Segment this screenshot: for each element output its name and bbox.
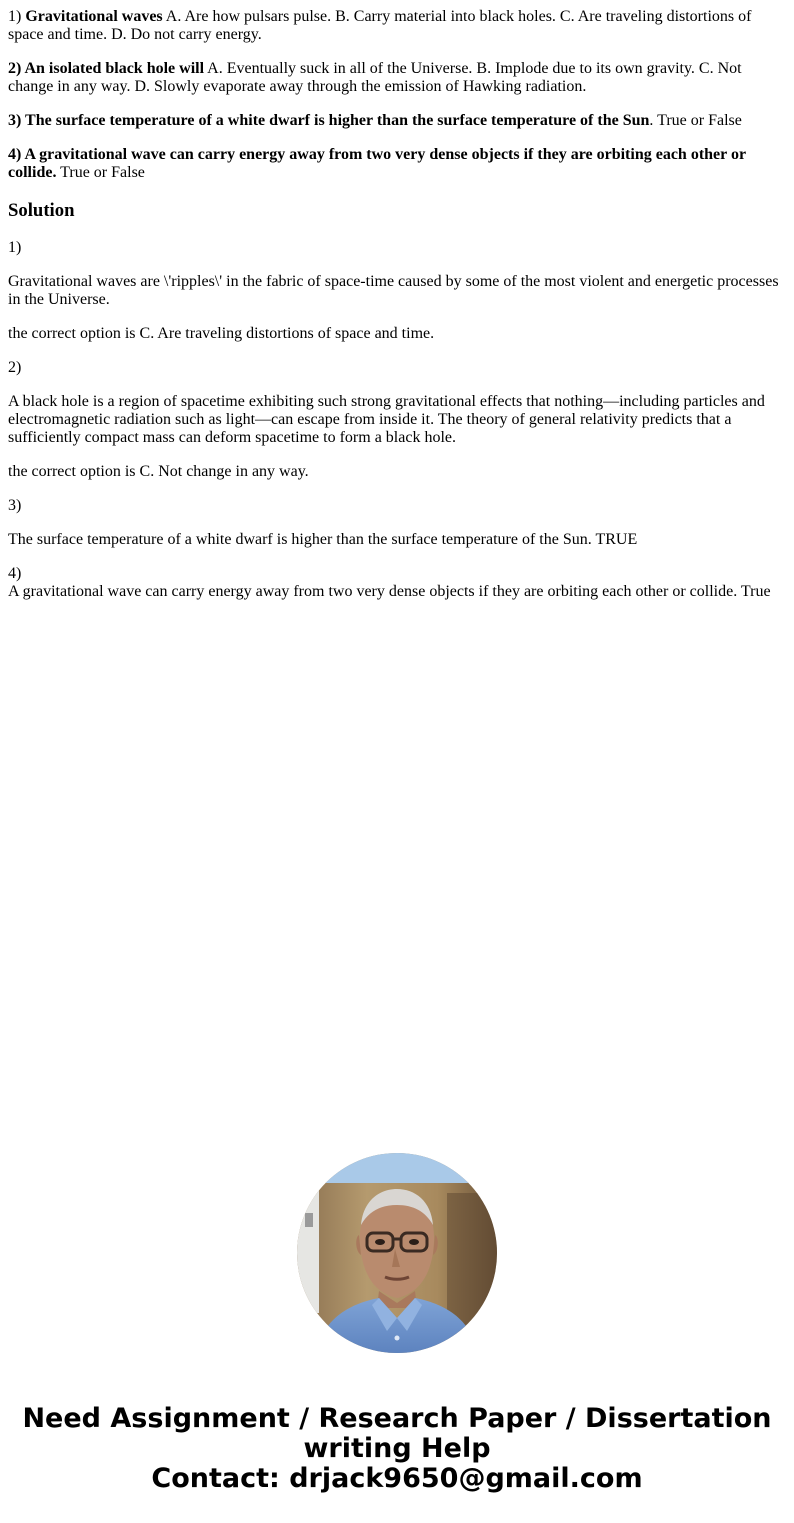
- answer-3-number: 3): [8, 497, 22, 514]
- answer-1-number: 1): [8, 239, 22, 256]
- question-3-options: . True or False: [649, 112, 742, 129]
- answer-2-number: 2): [8, 359, 22, 376]
- answer-4-text: A gravitational wave can carry energy away from two very dense objects if they are orbiting each other or collide. True: [8, 583, 771, 600]
- question-2-prompt: 2) An isolated black hole will: [8, 60, 205, 77]
- answer-1-text: the correct option is C. Are traveling distortions of space and time.: [8, 325, 435, 342]
- question-1-options: A. Are how pulsars pulse. B. Carry material into black holes. C. Are traveling distortions of space and time. D. Do not carry energy.: [8, 8, 752, 43]
- answer-2-text: the correct option is C. Not change in any way.: [8, 463, 309, 480]
- question-4-prompt: 4) A gravitational wave can carry energy away from two very dense objects if they are orbiting each other or collide.: [8, 146, 746, 181]
- author-portrait-image: [297, 1153, 497, 1353]
- question-2-options: A. Eventually suck in all of the Universe. B. Implode due to its own gravity. C. Not change in any way. D. Slowly evaporate away through the emission of Hawking radiation.: [8, 60, 742, 95]
- answer-4-number: 4): [8, 565, 22, 582]
- question-3: [8, 112, 786, 130]
- question-4-options: True or False: [60, 164, 145, 181]
- promo-line-2: writing Help: [303, 1433, 491, 1464]
- answer-1-explanation: Gravitational waves are \'ripples\' in the fabric of space-time caused by some of the most violent and energetic processes in the Universe.: [8, 273, 779, 308]
- question-2: [8, 60, 786, 96]
- promo-banner: [0, 1404, 794, 1494]
- promo-line-1: Need Assignment / Research Paper / Dissertation: [22, 1403, 772, 1434]
- question-3-prompt: 3) The surface temperature of a white dwarf is higher than the surface temperature of the Sun: [8, 112, 650, 129]
- promo-contact[interactable]: Contact: drjack9650@gmail.com: [151, 1463, 643, 1494]
- question-1-prompt: Gravitational waves: [25, 8, 163, 25]
- author-avatar: [297, 1153, 497, 1353]
- solution-heading: Solution: [8, 200, 75, 221]
- question-1-number: 1): [8, 8, 22, 25]
- question-4: [8, 146, 786, 182]
- answer-3-text: The surface temperature of a white dwarf is higher than the surface temperature of the Sun. TRUE: [8, 531, 638, 548]
- answer-2-explanation: A black hole is a region of spacetime exhibiting such strong gravitational effects that nothing—including particles and electromagnetic radiation such as light—can escape from inside it. The theory of general relativity predicts that a sufficiently compact mass can deform spacetime to form a black hole.: [8, 393, 765, 446]
- document-body: [8, 8, 786, 617]
- question-1: [8, 8, 786, 44]
